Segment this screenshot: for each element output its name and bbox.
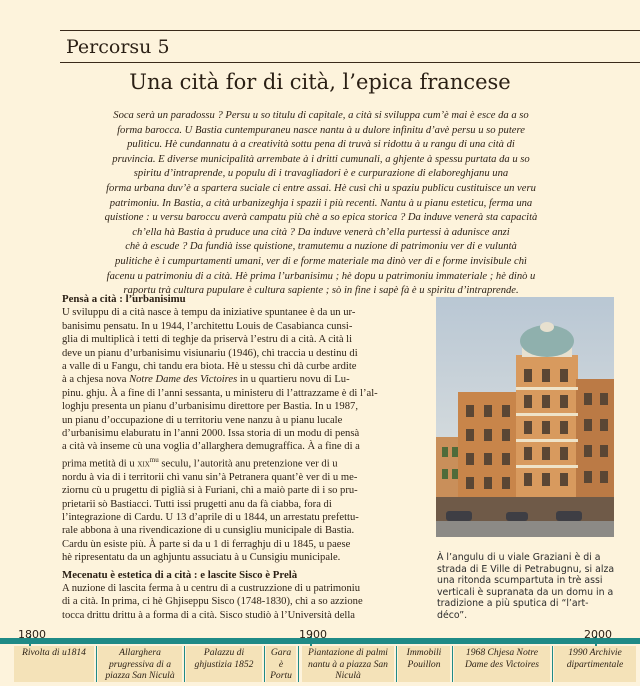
church-name: Notre Dame des Victoires [129, 374, 238, 386]
century-superscript: mu [149, 455, 159, 464]
section-heading-patronage: Mecenatu è estetica di a cità : e lascite Sisco è Prelà [62, 568, 298, 581]
page-title: Una cità for di cità, l’epica francese [129, 70, 511, 94]
timeline-separator [96, 646, 97, 682]
intro-line: raportu trà cultura pupulare è cultura sapiente ; sò in fine i sapè fà è u spiritu d’intraprende. [123, 285, 519, 297]
body-line: a valle di u Fangu, chì tandu era biota. Hè u stessu chì dà curbe ardite [62, 361, 357, 373]
body-text: seculu, l’autorità anu pretenzione ver di u [158, 458, 338, 470]
body-text: ghju. À a fine di l’anni sessanta, u ministeru di l’attrazzame è di l’al- [86, 387, 378, 399]
body-line: A nuzione di lascita ferma à u centru di a custruzzione di u patrimoniu [62, 583, 360, 595]
body-line: un pianu d’occupazione di u territoriu vene nanzu à u pianu lucale [62, 414, 343, 426]
timeline-separator [552, 646, 553, 682]
timeline-year-1800: 1800 [18, 628, 46, 641]
timeline-event: Palazzu di ghjustizia 1852 [186, 646, 262, 682]
body-line [62, 454, 420, 471]
body-line: di a cità. In prima, ci hè Ghjiseppu Sisco (1748-1830), chì a so azzione [62, 596, 363, 608]
intro-line: patrimoniu. In Bastia, a cità urbanizeghja i spazii i più recenti. Nantu à u pianu esteticu, ferma una [109, 197, 533, 209]
body-line: ziornu cù u prugettu di piglià si à Furiani, chì a maiò parte di i so pru- [62, 485, 358, 497]
body-line [62, 373, 420, 386]
art-deco-building-image [436, 297, 614, 537]
timeline-year-1900: 1900 [299, 628, 327, 641]
body-text: pinu. [62, 387, 87, 399]
intro-line: forma barocca. U Bastia cuntempuraneu nasce nantu à u dulore infinitu d’avè persu u so putere [117, 124, 525, 136]
intro-line: forma urbana duv’è a spartera suciale ci entre assai. Hè cusì chì u spaziu publicu custituisce un veru [106, 182, 536, 194]
timeline [0, 628, 640, 686]
section-heading-urbanism: Pensà a cità : l’urbanisimu [62, 293, 186, 305]
body-line: U sviluppu di a cità nasce à tempu da iniziative spuntanee è da un ur- [62, 307, 356, 319]
body-text: à a chjesa nova [62, 374, 130, 386]
timeline-event: Immobili Pouillon [398, 646, 450, 682]
timeline-year-2000: 2000 [584, 628, 612, 641]
timeline-event: Gara è Portu [266, 646, 296, 682]
intro-paragraph [66, 109, 576, 299]
body-line: rale abbona à una rivendicazione di u cunsigliu municipale di Bastia. [62, 525, 355, 537]
century-numeral: xix [137, 458, 150, 470]
intro-line: ch’ella hà Bastia à pruduce una cità ? Da induve venerà ch’ella purtessi à adunisce anzi [132, 226, 510, 238]
timeline-event: 1990 Archivie dipartimentale [554, 646, 636, 682]
intro-line: quistione : u versu baroccu averà campatu più chè a so epica storica ? Da induve venerà sta capacità [104, 212, 538, 224]
intro-line: pulìticu. Hè cundannatu à a creatività sottu pena di truvà si ridottu à u rangu di una cità di [127, 139, 515, 151]
intro-line: facenu u patrimoniu di a cità. Hè prima l’urbanisimu ; hè dopu u patrimoniu immateriale ; hè dinò u [106, 270, 536, 282]
intro-line: pulitiche è i cumpurtamenti umani, ver di e forme materiale ma dinò ver di e forme invisibule chì [115, 255, 527, 267]
intro-line: chè à escude ? Da fundià isse quistione, tramutemu a nuzione di patrimoniu ver di e vuluntà [125, 241, 517, 253]
body-line: tocca drittu drittu à a forma di a cità. Sisco studiò à l’Università della [62, 609, 356, 621]
timeline-separator [184, 646, 185, 682]
timeline-separator [452, 646, 453, 682]
body-line: l’integrazione di Cardu. U 13 d’aprile di u 1844, un arrestatu prefettu- [62, 512, 359, 524]
building-photo [436, 297, 614, 537]
body-line: a cità và inseme cù una voglia d’allarghera demugraffica. À a fine di a [62, 441, 360, 453]
body-line: prietarii sò Bastiacci. Tutti issi prugetti anu da fà ciabba, fora di [62, 498, 332, 510]
body-line: d’urbanisimu elaburatu in l’anni 2000. Issa storia di un modu di pensà [62, 428, 360, 440]
body-line: glia di multiplicà i tetti di teghje da priservà l’estru di a cità. A cità li [62, 334, 353, 346]
header-rule-top [60, 30, 640, 31]
timeline-event: 1968 Chjesa Notre Dame des Victoires [454, 646, 550, 682]
intro-line: spiritu d’intraprende, u populu di i travagliadori è e curpurazione di elaboreghjanu una [133, 168, 509, 180]
timeline-separator [396, 646, 397, 682]
body-line: loghju presenta un pianu d’urbanisimu direttore per Bastia. In u 1987, [62, 401, 358, 413]
intro-line: Soca serà un paradossu ? Persu u so titulu di capitale, a cità si sviluppa cum’è mai è esce da a so [113, 110, 529, 121]
body-text: in u quartieru novu di Lu- [237, 374, 350, 386]
intro-line: pruvincia. E diverse municipalità arrembate à i dritti cumunali, a ghjente à spessu purtata da u so [112, 153, 530, 165]
timeline-event: Allarghera prugressiva di a piazza San Niculà [98, 646, 182, 682]
body-line: nordu à via di i territorii chì vanu sin’à Petranera quant’è ver di u me- [62, 471, 358, 483]
body-text: prima metità di u [62, 458, 138, 470]
timeline-event: Rivolta di u1814 [14, 646, 94, 682]
header-rule-bottom [60, 62, 640, 63]
timeline-separator [298, 646, 299, 682]
body-line: deve un pianu d’urbanisimu visiunariu (1946), chì traccia u destinu di [62, 347, 358, 359]
timeline-separator [264, 646, 265, 682]
body-line [62, 387, 420, 400]
timeline-event: Piantazione di palmi nantu à a piazza San Niculà [302, 646, 394, 682]
body-line: Cardu ùn esiste più. À parte si da u 1 di ferraghju di u 1845, u paese [62, 538, 351, 550]
body-line: banisimu pensatu. In u 1944, l’architettu Louis de Casabianca cunsi- [62, 320, 353, 332]
photo-caption: À l’angulu di u viale Graziani è di a strada di E Ville di Petrabugnu, si alza una ritonda scumpartuta in trè assi verticali è supranata da un domu in a tradizione a più sputica di “l’art-déco”. [437, 552, 615, 621]
body-column [62, 293, 420, 622]
route-label: Percorsu 5 [66, 36, 170, 58]
body-line: hè ripresentatu da un aghjuntu assuciatu à u Cunsigiu municipale. [62, 552, 341, 564]
